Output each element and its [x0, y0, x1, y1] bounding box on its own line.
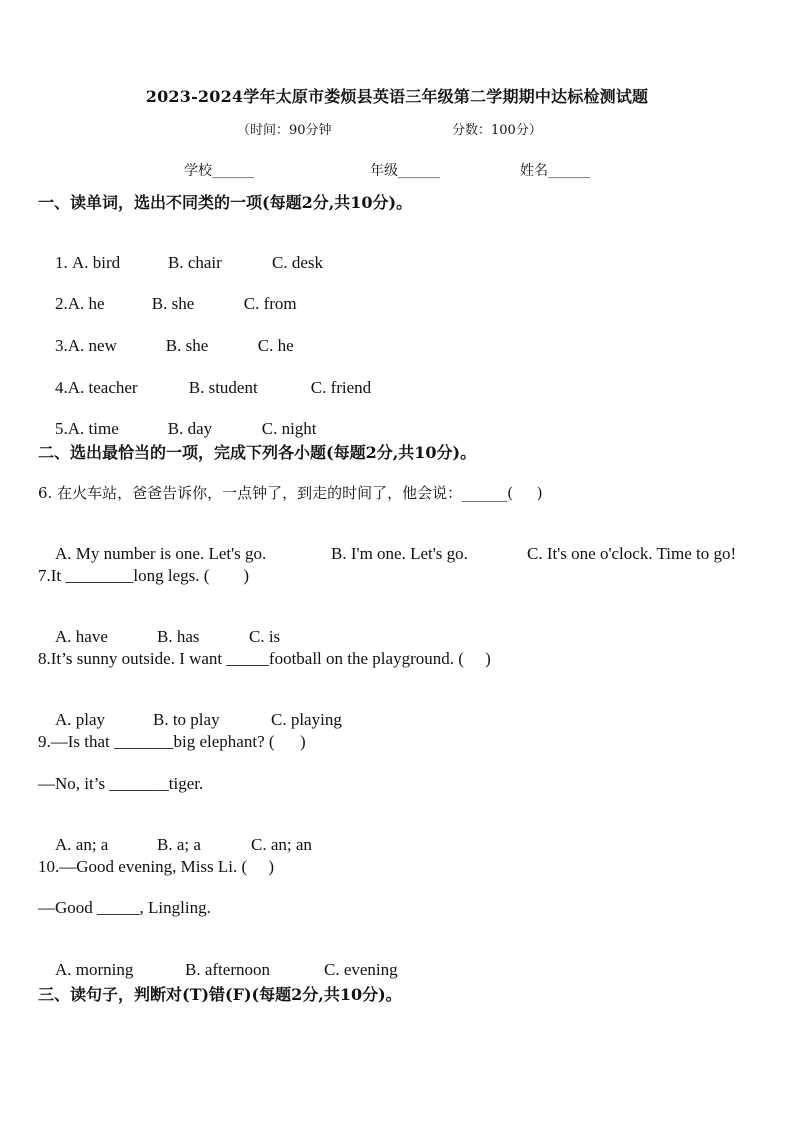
question-9: 9.—Is that _______big elephant? ( ) [38, 732, 306, 751]
option-a: A. My number is one. Let's go. [55, 544, 267, 563]
option-c: C. an; an [251, 835, 312, 854]
option-b: B. chair [168, 253, 222, 272]
option-b: B. a; a [157, 835, 201, 854]
question-6: 6. 在火车站，爸爸告诉你，一点钟了，到走的时间了，他会说：______( ) [38, 484, 543, 502]
question-9-reply: —No, it’s _______tiger. [38, 774, 204, 793]
question-number: 3. [55, 336, 68, 355]
question-10-reply: —Good _____, Lingling. [38, 898, 211, 917]
option-a: A. an; a [55, 835, 109, 854]
section-2-heading: 二、选出最恰当的一项，完成下列各小题(每题2分,共10分)。 [38, 443, 477, 462]
section-3-heading: 三、读句子，判断对(T)错(F)(每题2分,共10分)。 [38, 985, 402, 1004]
school-field: 学校______ [184, 163, 254, 179]
section-1-heading: 一、读单词，选出不同类的一项(每题2分,共10分)。 [38, 193, 413, 212]
question-7: 7.It ________long legs. ( ) [38, 566, 250, 585]
question-number: 2. [55, 294, 68, 313]
question-8: 8.It’s sunny outside. I want _____football on the playground. ( ) [38, 649, 491, 668]
option-a: A. bird [72, 253, 121, 272]
option-b: B. day [167, 419, 213, 438]
question-number: 1. [55, 253, 72, 272]
question-number: 5. [55, 419, 68, 438]
option-c: C. is [249, 627, 281, 646]
exam-time: （时间：90分钟 [237, 123, 332, 138]
option-c: C. evening [324, 960, 398, 979]
option-c: C. from [243, 294, 297, 313]
option-b: B. has [157, 627, 200, 646]
option-a: A. morning [55, 960, 134, 979]
option-b: B. she [151, 294, 195, 313]
option-c: C. desk [272, 253, 323, 272]
option-b: B. student [188, 378, 258, 397]
grade-field: 年级______ [370, 163, 440, 179]
option-a: A. play [55, 710, 106, 729]
exam-score: 分数：100分） [452, 123, 542, 138]
option-a: A. time [67, 419, 119, 438]
option-a: A. have [55, 627, 108, 646]
option-c: C. night [261, 419, 317, 438]
option-c: C. playing [271, 710, 342, 729]
option-b: B. afternoon [185, 960, 270, 979]
question-10: 10.—Good evening, Miss Li. ( ) [38, 857, 275, 876]
option-c: C. friend [310, 378, 372, 397]
option-a: A. new [67, 336, 117, 355]
page-title: 2023-2024学年太原市娄烦县英语三年级第二学期期中达标检测试题 [145, 87, 649, 106]
option-b: B. she [165, 336, 209, 355]
option-b: B. to play [153, 710, 220, 729]
name-field: 姓名______ [520, 163, 590, 179]
question-number: 4. [55, 378, 68, 397]
option-b: B. I'm one. Let's go. [331, 544, 468, 563]
option-a: A. teacher [67, 378, 138, 397]
option-a: A. he [67, 294, 105, 313]
option-c: C. It's one o'clock. Time to go! [527, 544, 737, 563]
option-c: C. he [257, 336, 294, 355]
